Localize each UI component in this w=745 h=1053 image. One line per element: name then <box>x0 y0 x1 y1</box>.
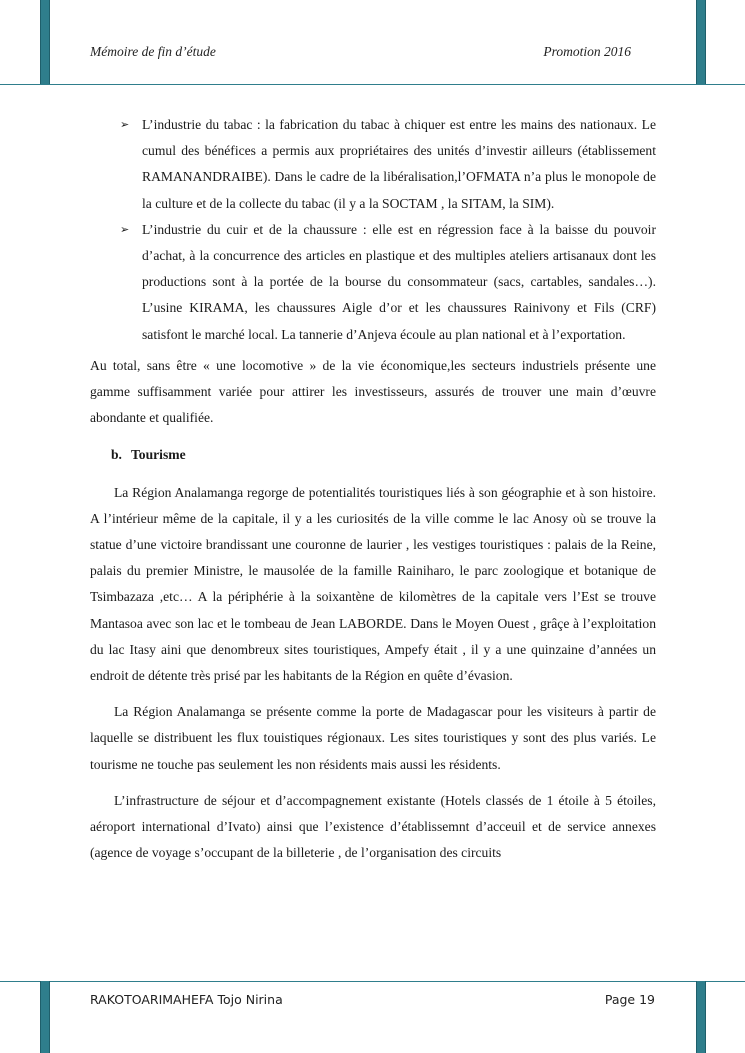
footer-author: RAKOTOARIMAHEFA Tojo Nirina <box>90 992 283 1007</box>
arrow-bullet-icon: ➢ <box>120 118 130 131</box>
footer-right-bar <box>696 981 706 1053</box>
page-body <box>90 112 656 866</box>
section-label: b. <box>111 447 122 463</box>
paragraph-total: Au total, sans être « une locomotive » de la vie économique,les secteurs industriels présente une gamme suffisamment variée pour attirer les investisseurs, assurés de trouver une main d’œuvre abondante et qualifiée. <box>90 357 656 426</box>
paragraph: La Région Analamanga se présente comme la porte de Madagascar pour les visiteurs à partir de laquelle se distribuent les flux touistiques régionaux. Les sites touristiques y sont des plus variés. Le tourisme ne touche pas seulement les non résidents mais aussi les résidents. <box>90 704 656 772</box>
section-heading <box>90 442 656 468</box>
arrow-bullet-icon: ➢ <box>120 222 130 236</box>
list-item <box>90 217 656 348</box>
list-item <box>90 112 656 217</box>
header-left-bar <box>40 0 50 84</box>
bullet-text: L’industrie du cuir et de la chaussure : elle est en régression face à la baisse du pouvoir d’achat, à la concurrence des articles en plastique et des multiples ateliers artisanaux dont les productions sont à la portée de la bourse du consommateur (sacs, cartables, sandales…). L’usine KIRAMA, les chaussures Aigle d’or et les chaussures Rainivony et Fils (CRF) satisfont le marché local. La tannerie d’Anjeva écoule au plan national et à l’exportation. <box>142 221 656 342</box>
paragraph: L’infrastructure de séjour et d’accompagnement existante (Hotels classés de 1 étoile à 5 étoiles, aéroport international d’Ivato) ainsi que l’existence d’établissemnt d’acceuil et de service annexes (agence de voyage s’occupant de la billeterie , de l’organisation des circuits <box>90 792 656 861</box>
header-thesis-title: Mémoire de fin d’étude <box>90 44 216 59</box>
paragraph: La Région Analamanga regorge de potentialités touristiques liés à son géographie et à son histoire. A l’intérieur même de la capitale, il y a les curiosités de la ville comme le lac Anosy où se trouve la statue d’une victoire brandissant une couronne de laurier , les vestiges touristiques : palais de la Reine, palais du premier Ministre, le mausolée de la famille Rainiharo, le parc zoologique et botanique de Tsimbazaza ,etc… A la périphérie à la soixantène de kilomètres de la capitale vers l’Est se trouve Mantasoa avec son lac et le tombeau de Jean LABORDE. Dans le Moyen Ouest , grâçe à l’exploitation du lac Itasy aini que denombreux sites touristiques, Ampefy était , il y a une quinzaine d’années un endroit de détente très prisé par les habitants de la Région en quête d’évasion. <box>90 484 656 684</box>
bullet-text: L’industrie du tabac : la fabrication du tabac à chiquer est entre les mains des nationaux. Le cumul des bénéfices a permis aux propriétaires des unités d’investir ailleurs (établissement RAMANANDRAIBE). Dans le cadre de la libéralisation,l’OFMATA n’a plus le monopole de la culture et de la collecte du tabac (il y a la SOCTAM , la SITAM, la SIM). <box>142 117 656 211</box>
header-promotion: Promotion 2016 <box>543 44 631 59</box>
header-rule <box>0 84 745 85</box>
footer-rule <box>0 981 745 982</box>
page-number: Page 19 <box>604 992 655 1007</box>
bullet-list <box>90 112 656 348</box>
section-title: Tourisme <box>130 447 186 463</box>
header-right-bar <box>696 0 706 84</box>
footer-left-bar <box>40 981 50 1053</box>
